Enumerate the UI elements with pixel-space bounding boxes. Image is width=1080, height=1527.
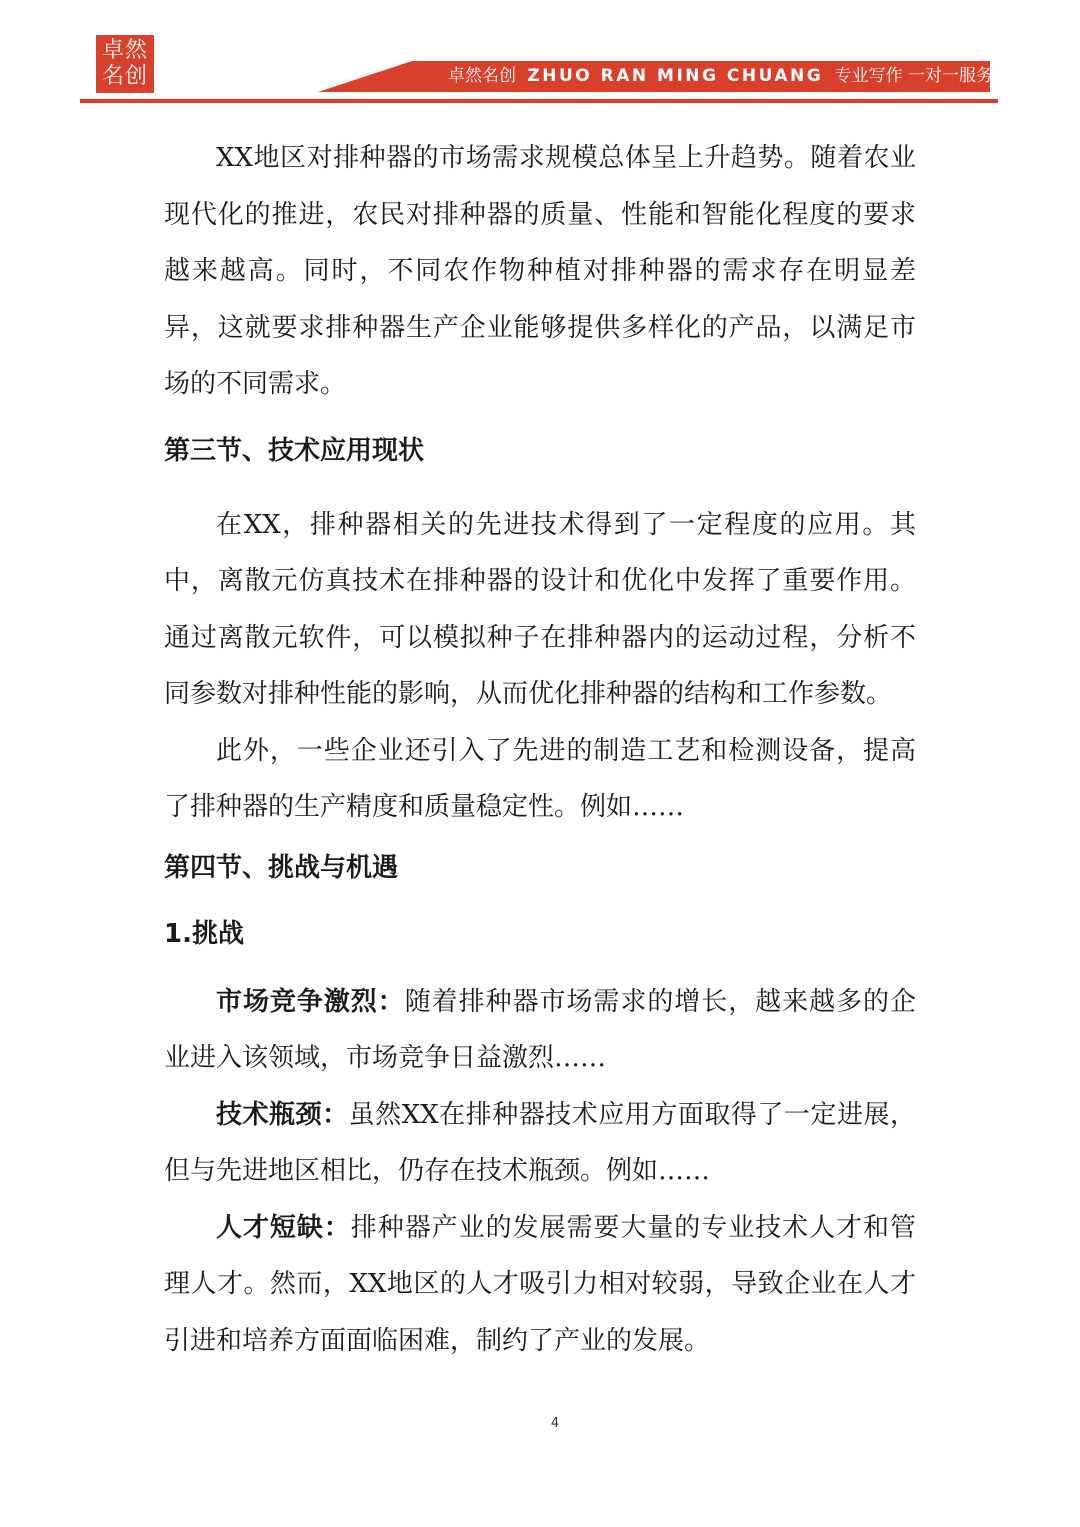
challenge-talent-shortage <box>164 1200 916 1370</box>
banner-en-name: ZHUO RAN MING CHUANG <box>527 66 824 86</box>
challenge-competition-text: 随着排种器市场需求的增长，越来越多的企业进入该领域，市场竞争日益激烈…… <box>164 986 916 1073</box>
challenge-tech-bottleneck <box>164 1087 916 1200</box>
page-header <box>0 0 1080 110</box>
logo-line-1: 卓然 <box>101 38 148 63</box>
challenge-talent-text: 排种器产业的发展需要大量的专业技术人才和管理人才。然而，XX地区的人才吸引力相对较弱，导致企业在人才引进和培养方面面临困难，制约了产业的发展。 <box>164 1212 916 1356</box>
header-rule <box>80 99 998 103</box>
section-heading-3: 第三节、技术应用现状 <box>164 435 425 466</box>
document-body <box>164 130 916 1369</box>
section-heading-4: 第四节、挑战与机遇 <box>164 852 399 883</box>
challenge-tech-term: 技术瓶颈： <box>216 1099 349 1130</box>
challenge-competition-term: 市场竞争激烈： <box>216 986 405 1017</box>
banner-cn-name: 卓然名创 <box>448 66 516 86</box>
challenge-tech-text: 虽然XX在排种器技术应用方面取得了一定进展，但与先进地区相比，仍存在技术瓶颈。例如…… <box>164 1099 916 1186</box>
banner-text <box>448 61 993 92</box>
paragraph-tech-application: 在XX，排种器相关的先进技术得到了一定程度的应用。其中，离散元仿真技术在排种器的设计和优化中发挥了重要作用。通过离散元软件，可以模拟种子在排种器内的运动过程，分析不同参数对排种性能的影响，从而优化排种器的结构和工作参数。 <box>164 509 916 709</box>
challenge-competition <box>164 974 916 1087</box>
brand-logo <box>96 35 154 93</box>
challenge-talent-term: 人才短缺： <box>216 1212 351 1243</box>
paragraph-market-demand: XX地区对排种器的市场需求规模总体呈上升趋势。随着农业现代化的推进，农民对排种器的质量、性能和智能化程度的要求越来越高。同时，不同农作物种植对排种器的需求存在明显差异，这就要求排种器生产企业能够提供多样化的产品，以满足市场的不同需求。 <box>164 143 916 399</box>
logo-line-2: 名创 <box>101 64 148 89</box>
paragraph-manufacturing: 此外，一些企业还引入了先进的制造工艺和检测设备，提高了排种器的生产精度和质量稳定性。例如…… <box>164 735 916 822</box>
banner-service: 专业写作 一对一服务 <box>834 66 994 86</box>
subheading-challenges: 1.挑战 <box>164 918 244 949</box>
page-number: 4 <box>550 1416 560 1431</box>
